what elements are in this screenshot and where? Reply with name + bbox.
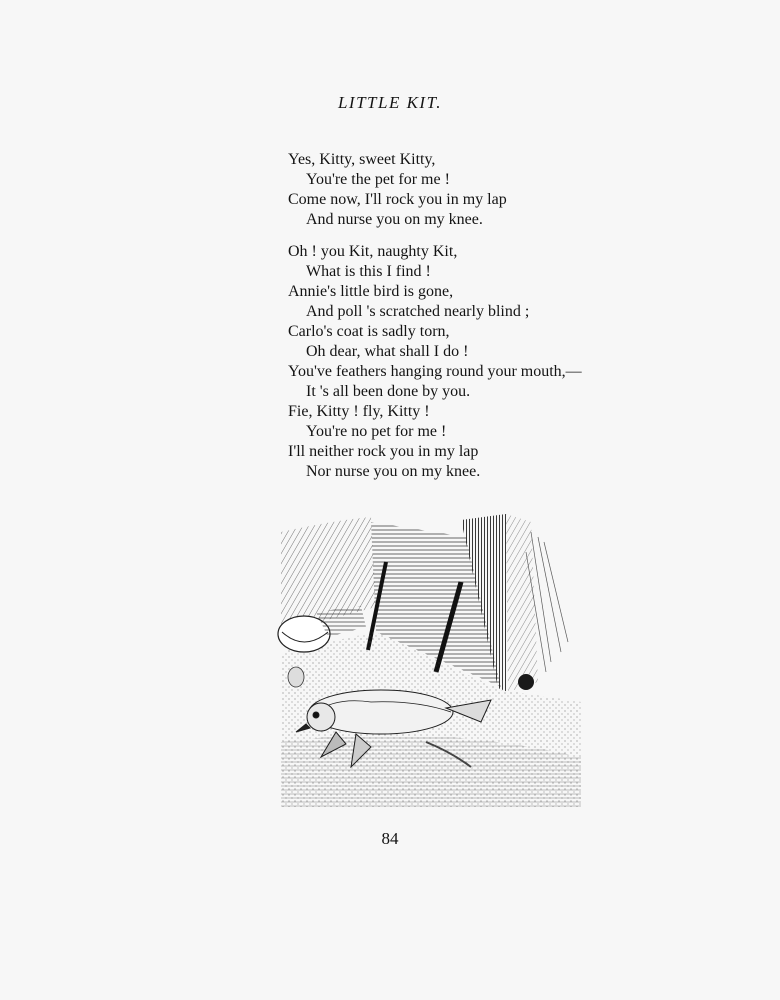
engraving-illustration	[276, 512, 586, 812]
poem-line: Oh ! you Kit, naughty Kit,	[288, 243, 458, 260]
poem-line: Nor nurse you on my knee.	[306, 463, 481, 480]
poem-line: Yes, Kitty, sweet Kitty,	[288, 151, 436, 168]
poem-line: Come now, I'll rock you in my lap	[288, 191, 507, 208]
poem-line: You're no pet for me !	[306, 423, 447, 440]
stanza-2	[288, 242, 648, 482]
stanza-1	[288, 150, 648, 230]
poem-line: And poll 's scratched nearly blind ;	[306, 303, 530, 320]
poem-line: It 's all been done by you.	[306, 383, 471, 400]
poem-line: You're the pet for me !	[306, 171, 450, 188]
poem	[288, 150, 648, 482]
poem-line: Carlo's coat is sadly torn,	[288, 323, 450, 340]
dead-bird-engraving	[276, 512, 586, 812]
page-title: LITTLE KIT.	[337, 93, 443, 112]
poem-line: You've feathers hanging round your mouth,—	[288, 363, 582, 380]
page-number: 84	[381, 829, 399, 848]
poem-line: I'll neither rock you in my lap	[288, 443, 479, 460]
poem-line: And nurse you on my knee.	[306, 211, 483, 228]
poem-line: Annie's little bird is gone,	[288, 283, 454, 300]
poem-line: Fie, Kitty ! fly, Kitty !	[288, 403, 430, 420]
poem-line: What is this I find !	[306, 263, 431, 280]
poem-line: Oh dear, what shall I do !	[306, 343, 469, 360]
